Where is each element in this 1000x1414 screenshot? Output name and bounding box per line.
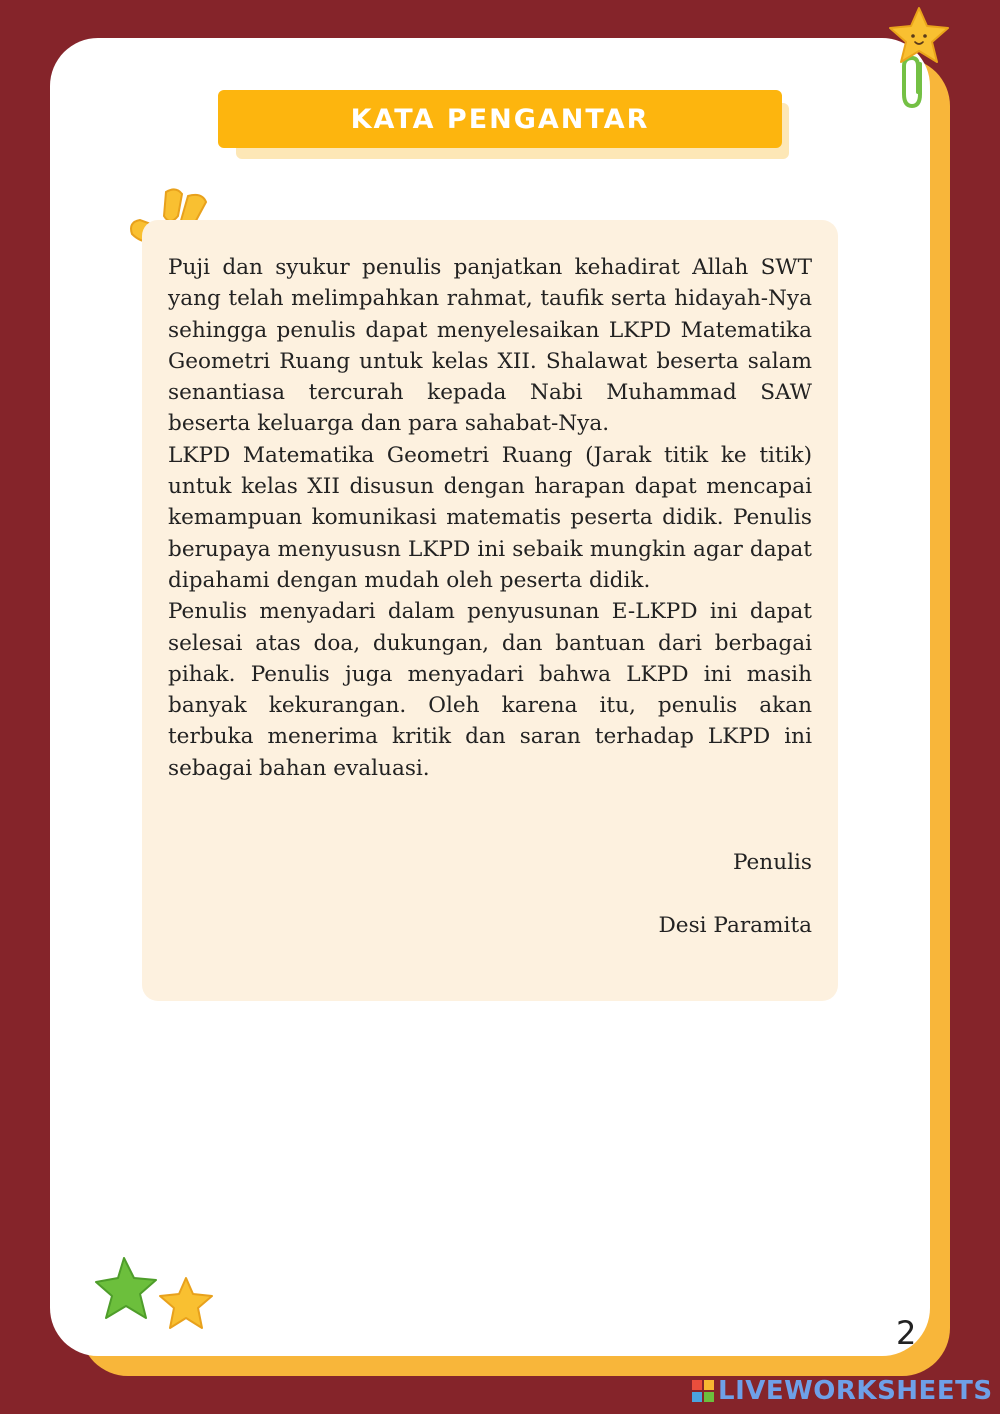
paragraph-2: LKPD Matematika Geometri Ruang (Jarak titik ke titik) untuk kelas XII disusun dengan harapan dapat mencapai kemampuan komunikasi matematis peserta didik. Penulis berupaya menyususn LKPD ini sebaik mungkin agar dapat dipahami dengan mudah oleh peserta didik.	[168, 442, 812, 593]
page-number: 2	[896, 1314, 917, 1352]
paragraph-3: Penulis menyadari dalam penyusunan E-LKPD ini dapat selesai atas doa, dukungan, dan bantuan dari berbagai pihak. Penulis juga menyadari bahwa LKPD ini masih banyak kekurangan. Oleh karena itu, penulis akan terbuka menerima kritik dan saran terhadap LKPD ini sebagai bahan evaluasi.	[168, 599, 812, 781]
liveworksheets-watermark	[692, 1376, 993, 1406]
foreword-body	[168, 252, 812, 784]
green-star-icon	[92, 1254, 162, 1324]
page-title: KATA PENGANTAR	[350, 103, 650, 135]
paragraph-1: Puji dan syukur penulis panjatkan kehadirat Allah SWT yang telah melimpahkan rahmat, taufik serta hidayah-Nya sehingga penulis dapat menyelesaikan LKPD Matematika Geometri Ruang untuk kelas XII. Shalawat beserta salam senantiasa tercurah kepada Nabi Muhammad SAW beserta keluarga dan para sahabat-Nya.	[168, 255, 812, 437]
liveworksheets-logo-icon	[692, 1380, 714, 1402]
yellow-star-icon	[156, 1274, 216, 1334]
watermark-text: LIVEWORKSHEETS	[718, 1376, 993, 1406]
star-clip-icon	[886, 6, 952, 110]
signature-role: Penulis	[732, 850, 812, 875]
signature-name: Desi Paramita	[658, 913, 812, 938]
title-banner	[218, 90, 782, 148]
